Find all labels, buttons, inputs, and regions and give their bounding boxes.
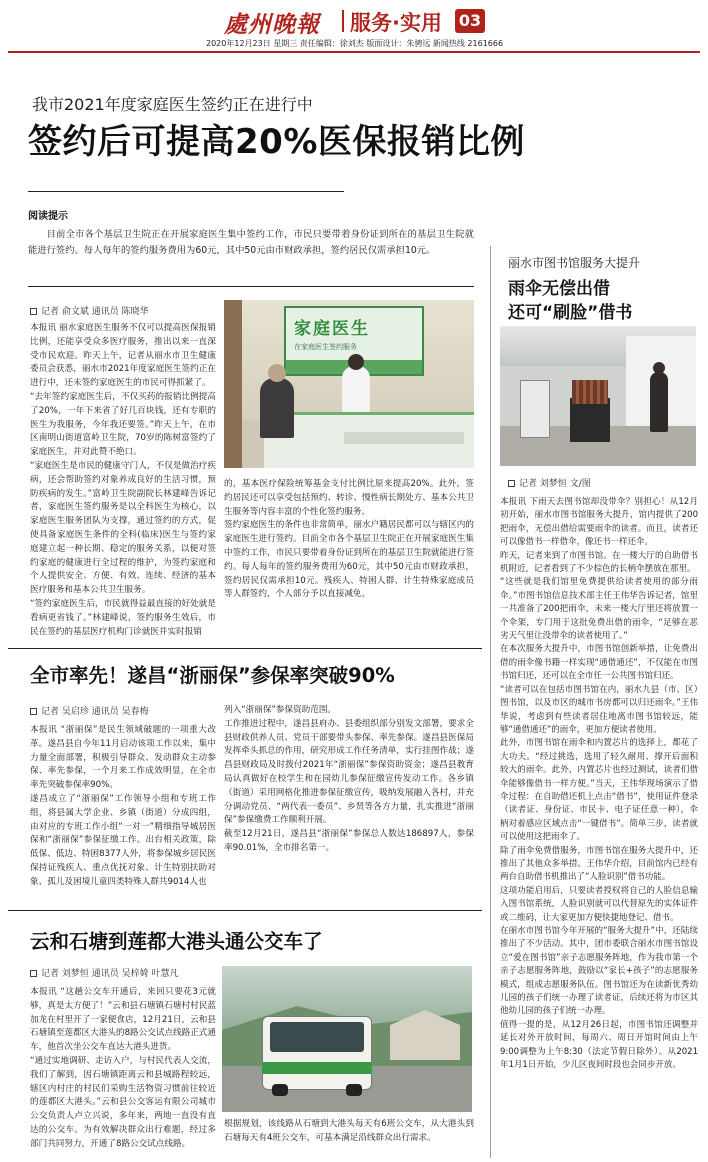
bus-windshield [270, 1022, 364, 1052]
right-column-divider [490, 246, 491, 1158]
bus-photo [222, 966, 472, 1112]
story2-headline: 全市率先！遂昌“浙丽保”参保率突破90% [30, 664, 395, 687]
page-number-badge [455, 9, 485, 33]
story3-byline [30, 966, 178, 979]
patient-figure [260, 378, 294, 438]
reader-head [653, 362, 665, 374]
newspaper-logo: 處州晚報 [224, 11, 320, 38]
story3-column-1: 本报讯 “这趟公交车开通后，来回只要花3元就够，真是太方便了！”云和县石塘镇石塘村村民蓝加龙在村里开了一家便食店，12月21日，云和县石塘镇至莲都区大港头的8路公交试点线路正式通车，他首次坐公交车直达大港头进货。 “通过实地调研、走访入户，与村民代表人交流，我们了解到，因石塘镇距离云和县城路程较远，辖区内村庄的村民们采购生活物资习惯前往较近的莲都区大港头。”云和县公交客运有限公司城市公交负责人卢立兴说，多年来，两地一直没有直达的公交车。为有效解决群众出行难题，经过多部门共同努力，开通了8路公交试点线路。 [30, 987, 216, 1149]
story4-headline-1: 雨伞无偿出借 [508, 279, 610, 299]
story4-body: 本报讯 下雨天去图书馆却没带伞？别担心！从12月初开始，丽水市图书馆服务大提升，馆内提供了200把雨伞，无偿出借给需要雨伞的读者。而且，读者还可以像借书一样借伞，像还书一样还伞。 昨天，记者来到了市图书馆。在一楼大厅的自助借书机附近，记者看到了不少棕色的长柄伞摆放在那里。 “这些就是我们馆里免费提供给读者使用的部分雨伞。”市图书馆信息技术部主任王伟华告诉记者，馆里一共准备了200把雨伞，未来一楼大厅里还将放置一个伞架，专门用于这批免费出借的雨伞，“足够在恶劣天气里让没带伞的读者使用了。” 在本次服务大提升中，市图书馆创新举措，让免费出借的雨伞像书籍一样实现“通借通还”，不仅能在市图书馆归还，还可以在全市任一公共图书馆归还。 “读者可以在包括市图书馆在内，丽水九县（市、区）图书馆，以及市区的城市书房都可以归还雨伞。”王伟华说，考虑到有些读者居住地离市图书馆较远，能够“通借通还”的雨伞，更加方便读者使用。 此外，市图书馆在雨伞和内置芯片的选择上，都花了大功夫。“经过挑选，选用了轻久耐用、撑开后面积较大的雨伞。此外，内置芯片也经过测试，读者们借伞能够像借书一样方便。”当天，王伟华现场演示了借伞过程：在自助借还机上点击“借书”，使用证件登录（读者证、身份证、市民卡、电子证任意一种），伞柄对着感应区域点击“一键借书”。简单三步，读者就可以使用这把雨伞了。 除了雨伞免费借服务，市图书馆在服务大提升中，还推出了其他众多举措。王伟华介绍，目前馆内已经有两台自助借书机推出了“人脸识别”借书功能。 这项功能启用后，只要读者授权将自己的人脸信息输入图书馆系统，人脸识别就可以代替原先的实体证件或二维码，让大家更加方便快捷地登记、借书。 在丽水市图书馆今年开展的“服务大提升”中，还陆续推出了不少活动。其中，团市委联合丽水市图书馆设立“爱在图书馆”亲子志愿服务阵地，作为我市第一个亲子志愿服务阵地，鼓励以“家长+孩子”的志愿服务模式，组成志愿服务队伍。图书馆还为在读新优秀幼儿园的孩子们统一办理了读者证，后续还将为市区其他幼儿园的孩子们统一办理。 值得一提的是，从12月26日起，市图书馆还调整并延长对外开放时间，每周六、周日开馆时间由上午9:00调整为上午8:30（法定节假日除外）。从2021年1月1日开始，少儿区夜间时段也会同步开放。 [500, 497, 698, 1071]
doctor-figure [342, 366, 370, 412]
story1-byline [30, 304, 149, 317]
umbrellas [572, 380, 608, 404]
clinic-sign-text: 家庭医生 [294, 319, 370, 339]
story1-headline: 签约后可提高20%医保报销比例 [28, 122, 525, 162]
story1-column-2: 的，基本医疗保险统筹基金支付比例比原来提高20%。此外，签约居民还可以享受包括预约、转诊、慢性病长期处方、基本公共卫生服务等内容丰富的个性化签约服务。 签约家庭医生的条件也非常简单，丽水户籍居民都可以与辖区内的家庭医生进行签约。目前全市各个基层卫生院正在开展家庭医生集中签约工作，市民只要带着身份证到所在的基层卫生院就能进行签约。每人每年的签约服务费用为60元，其中50元由市财政承担，签约居民仅需承担10元。残疾人、特困人群、计生特殊家庭成员等人群签约，个人部分予以直接减免。 [224, 479, 474, 600]
story1-bottom-rule [8, 648, 482, 649]
guide-label: 阅读提示 [28, 211, 68, 222]
byline-square-icon [30, 708, 37, 715]
story2-byline-text: 记者 吴启珍 通讯员 吴春梅 [41, 707, 149, 717]
story3-column-2: 根据规划，该线路从石塘到大港头每天有6班公交车，从大港头到石塘每天有4班公交车，可基本满足沿线群众出行需求。 [224, 1119, 474, 1143]
logo-divider [342, 10, 344, 32]
clinic-door [224, 300, 242, 468]
dateline: 2020年12月23日 星期三 责任编辑：徐刘杰 版面设计：朱骋远 新闻热线 2161666 [206, 39, 504, 48]
bus-wheel-left [272, 1084, 288, 1096]
guide-text: 目前全市各个基层卫生院正在开展家庭医生集中签约工作，市民只要带着身份证到所在的基层卫生院就能进行签约。每人每年的签约服务费用为60元，其中50元由市财政承担，签约居民仅需承担10元。 [28, 229, 474, 256]
story3-headline: 云和石塘到莲都大港头通公交车了 [30, 930, 323, 953]
masthead-rule [8, 51, 700, 53]
byline-square-icon [30, 970, 37, 977]
masthead [0, 0, 708, 46]
page-number: 03 [458, 11, 482, 30]
patient-head [268, 364, 286, 382]
story4-byline [508, 476, 591, 489]
guide-top-rule [28, 191, 344, 192]
guide-bottom-rule [28, 286, 474, 287]
story1-column-1: 本报讯 丽水家庭医生服务不仅可以提高医保报销比例，还能享受众多医疗服务，推出以来一直深受市民欢迎。昨天上午，记者从丽水市卫生健康委员会获悉，丽水市2021年度家庭医生签约正在进行中，还未签约家庭医生的市民可得抓紧了。 “去年签约家庭医生后，不仅买药的报销比例提高了20%，一年下来省了好几百块钱，还有专职的医生为我服务，今年我还要签。”昨天上午，在市区南明山街道富岭卫生院，70岁的陈树富签约了家庭医生，并对此赞不绝口。 “家庭医生是市民的健康守门人，不仅是做治疗疾病，还会帮助签约对象养成良好的生活习惯，预防疾病的发生。”富岭卫生院副院长林建峰告诉记者，家庭医生签约服务是以全科医生为核心，以家庭医生服务团队为支撑，通过签约的方式，促使具备家庭医生条件的全科(临床)医生与签约家庭建立起一种长期、稳定的服务关系，以便对签约家庭的健康进行全过程的维护，为签约家庭和个人提供安全、方便、有效、连续、经济的基本医疗服务和基本公共卫生服务。 “签约家庭医生后，市民就得益最直接的好处就是看病更省钱了。”林建峰说，签约服务生效后，市民在签约的基层医疗机构门诊就医并实时报销 [30, 323, 216, 637]
story1-kicker: 我市2021年度家庭医生签约正在进行中 [32, 95, 313, 114]
story3-byline-text: 记者 刘梦恒 通讯员 吴梓婍 叶慧凡 [41, 969, 179, 979]
clinic-photo [224, 300, 474, 468]
story1-byline-text: 记者 俞文斌 通讯员 陈晓华 [41, 307, 149, 317]
counter-lettering [344, 432, 464, 444]
byline-square-icon [30, 308, 37, 315]
story4-kicker: 丽水市图书馆服务大提升 [508, 256, 641, 270]
story2-column-1: 本报讯 “浙丽保”是民生领域破题的一项重大改革。遂昌县自今年11月启动该项工作以来，集中力量全面部署，积极引导群众、发动群众主动参保、率先参保，一个月来工作成效明显，在全市率先突破参保率90%。 遂昌成立了“浙丽保”工作领导小组和专班工作组，将县属大学企业、乡镇（街道）分成四组，由对应的专班工作小组“一对一”精细指导城居医保和“浙丽保”参保征缴工作。出台相关政策，除低保、低边、特困8377人外，将参保城乡居民医保持证残疾人、重点优抚对象、计生特别扶助对象、孤儿及困境儿童四类特殊人群共9014人也 [30, 725, 216, 887]
byline-square-icon [508, 480, 515, 487]
clinic-sign-subtext: 在家庭医生签约服务 [294, 343, 357, 351]
self-service-kiosk [520, 380, 550, 438]
section-title: 服务·实用 [350, 11, 442, 35]
doctor-head [348, 354, 364, 370]
bus-green-stripe [262, 1062, 372, 1074]
story4-headline-2: 还可“刷脸”借书 [508, 303, 633, 323]
umbrella-stand [570, 398, 610, 442]
story2-byline [30, 704, 149, 717]
reader-figure [650, 372, 668, 432]
story2-column-2: 列入“浙丽保”参保资助范围。 工作推进过程中，遂昌县府办、县委组织部分别发文部署，要求全县财政供养人员、党员干部要带头参保、率先参保。遂昌县医保局发挥牵头抓总的作用，研究形成工作任务清单，实行挂图作战；遂昌县财政局及时拨付2021年“浙丽保”参保资助资金；遂昌县教育局认真做好在校学生和在园幼儿参保征缴宣传发动工作。各乡镇（街道）采用网格化推进参保征缴宣传，吸纳发展融入各村，并充分调动党员、“两代表一委员”、乡贤等各方力量，扎实推进“浙丽保”参保缴费工作顺利开展。 截至12月21日，遂昌县“浙丽保”参保总人数达186897人，参保率90.01%，全市排名第一。 [224, 705, 474, 853]
bus-wheel-right [346, 1084, 362, 1096]
library-photo [500, 326, 696, 466]
story4-byline-text: 记者 刘梦恒 文/图 [519, 479, 591, 489]
story2-bottom-rule [8, 910, 482, 911]
